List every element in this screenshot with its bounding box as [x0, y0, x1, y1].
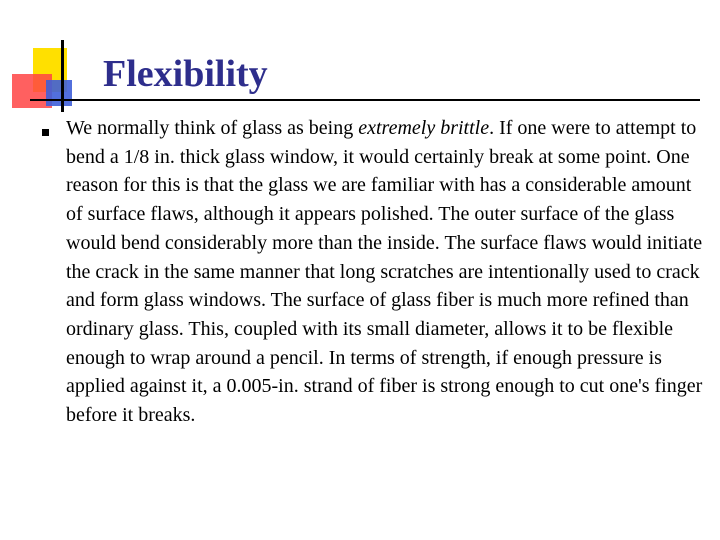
square-bullet-icon [42, 129, 49, 136]
paragraph-text-rest: . If one were to attempt to bend a 1/8 in. thick glass window, it would certainly break at some point. One reason for this is that the glass we are familiar with has a considerable amount of surface flaws, although it appears polished. The outer surface of the glass would bend considerably more than the inside. The surface flaws would initiate the crack in the same manner that long scratches are intentionally used to crack and form glass windows. The surface of glass fiber is much more refined than ordinary glass. This, coupled with its small diameter, allows it to be flexible enough to wrap around a pencil. In terms of strength, if enough pressure is applied against it, a 0.005‑in. strand of fiber is strong enough to cut one's finger before it breaks. [66, 117, 703, 427]
paragraph-text-start: We normally think of glass as being [66, 117, 359, 139]
decorative-vertical-rule [61, 40, 64, 112]
title-underline-rule [30, 99, 700, 101]
paragraph-emphasis: extremely brittle [358, 117, 490, 139]
slide-title: Flexibility [103, 53, 268, 95]
bullet-paragraph [66, 114, 706, 430]
decorative-blue-square [46, 80, 72, 106]
